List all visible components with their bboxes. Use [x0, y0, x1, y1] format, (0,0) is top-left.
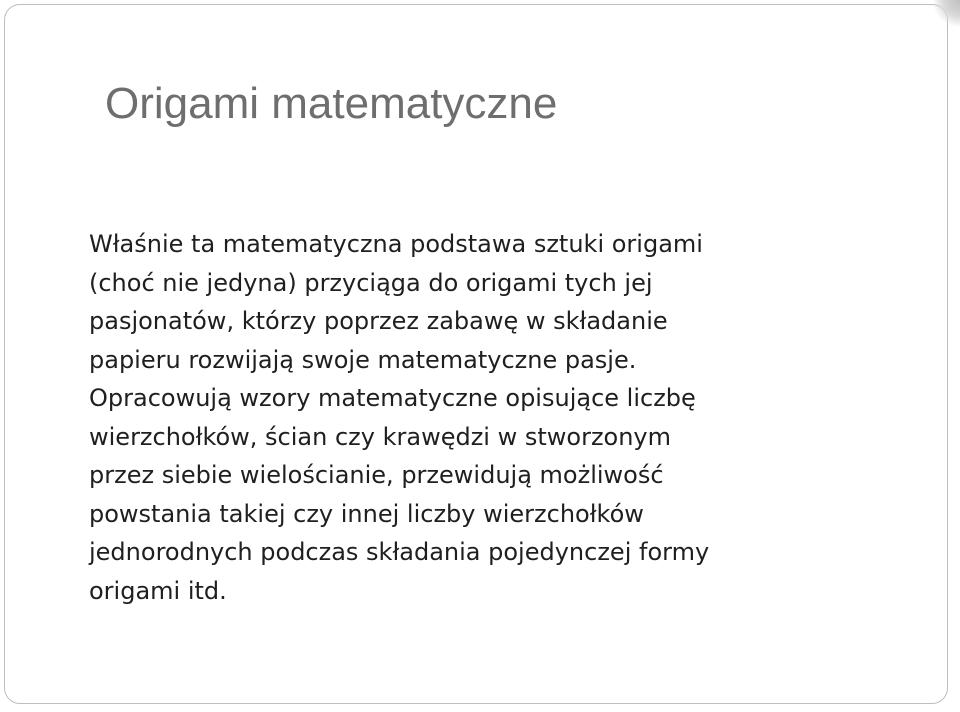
body-line: Opracowują wzory matematyczne opisujące liczbę: [89, 384, 696, 412]
slide-title: Origami matematyczne: [105, 79, 558, 128]
body-line: (choć nie jedyna) przyciąga do origami tych jej: [89, 268, 653, 297]
slide-body-text: [89, 225, 889, 610]
body-line: pasjonatów, którzy poprzez zabawę w składanie: [89, 307, 668, 335]
body-line: wierzchołków, ścian czy krawędzi w stworzonym: [89, 422, 672, 451]
corner-decoration: [934, 0, 960, 26]
body-line: origami itd.: [89, 576, 227, 605]
body-line: Właśnie ta matematyczna podstawa sztuki origami: [89, 230, 703, 258]
body-line: powstania takiej czy innej liczby wierzchołków: [89, 499, 644, 528]
body-line: papieru rozwijają swoje matematyczne pasje.: [89, 345, 637, 374]
body-line: jednorodnych podczas składania pojedynczej formy: [89, 538, 710, 566]
body-line: przez siebie wielościanie, przewidują możliwość: [89, 461, 664, 489]
